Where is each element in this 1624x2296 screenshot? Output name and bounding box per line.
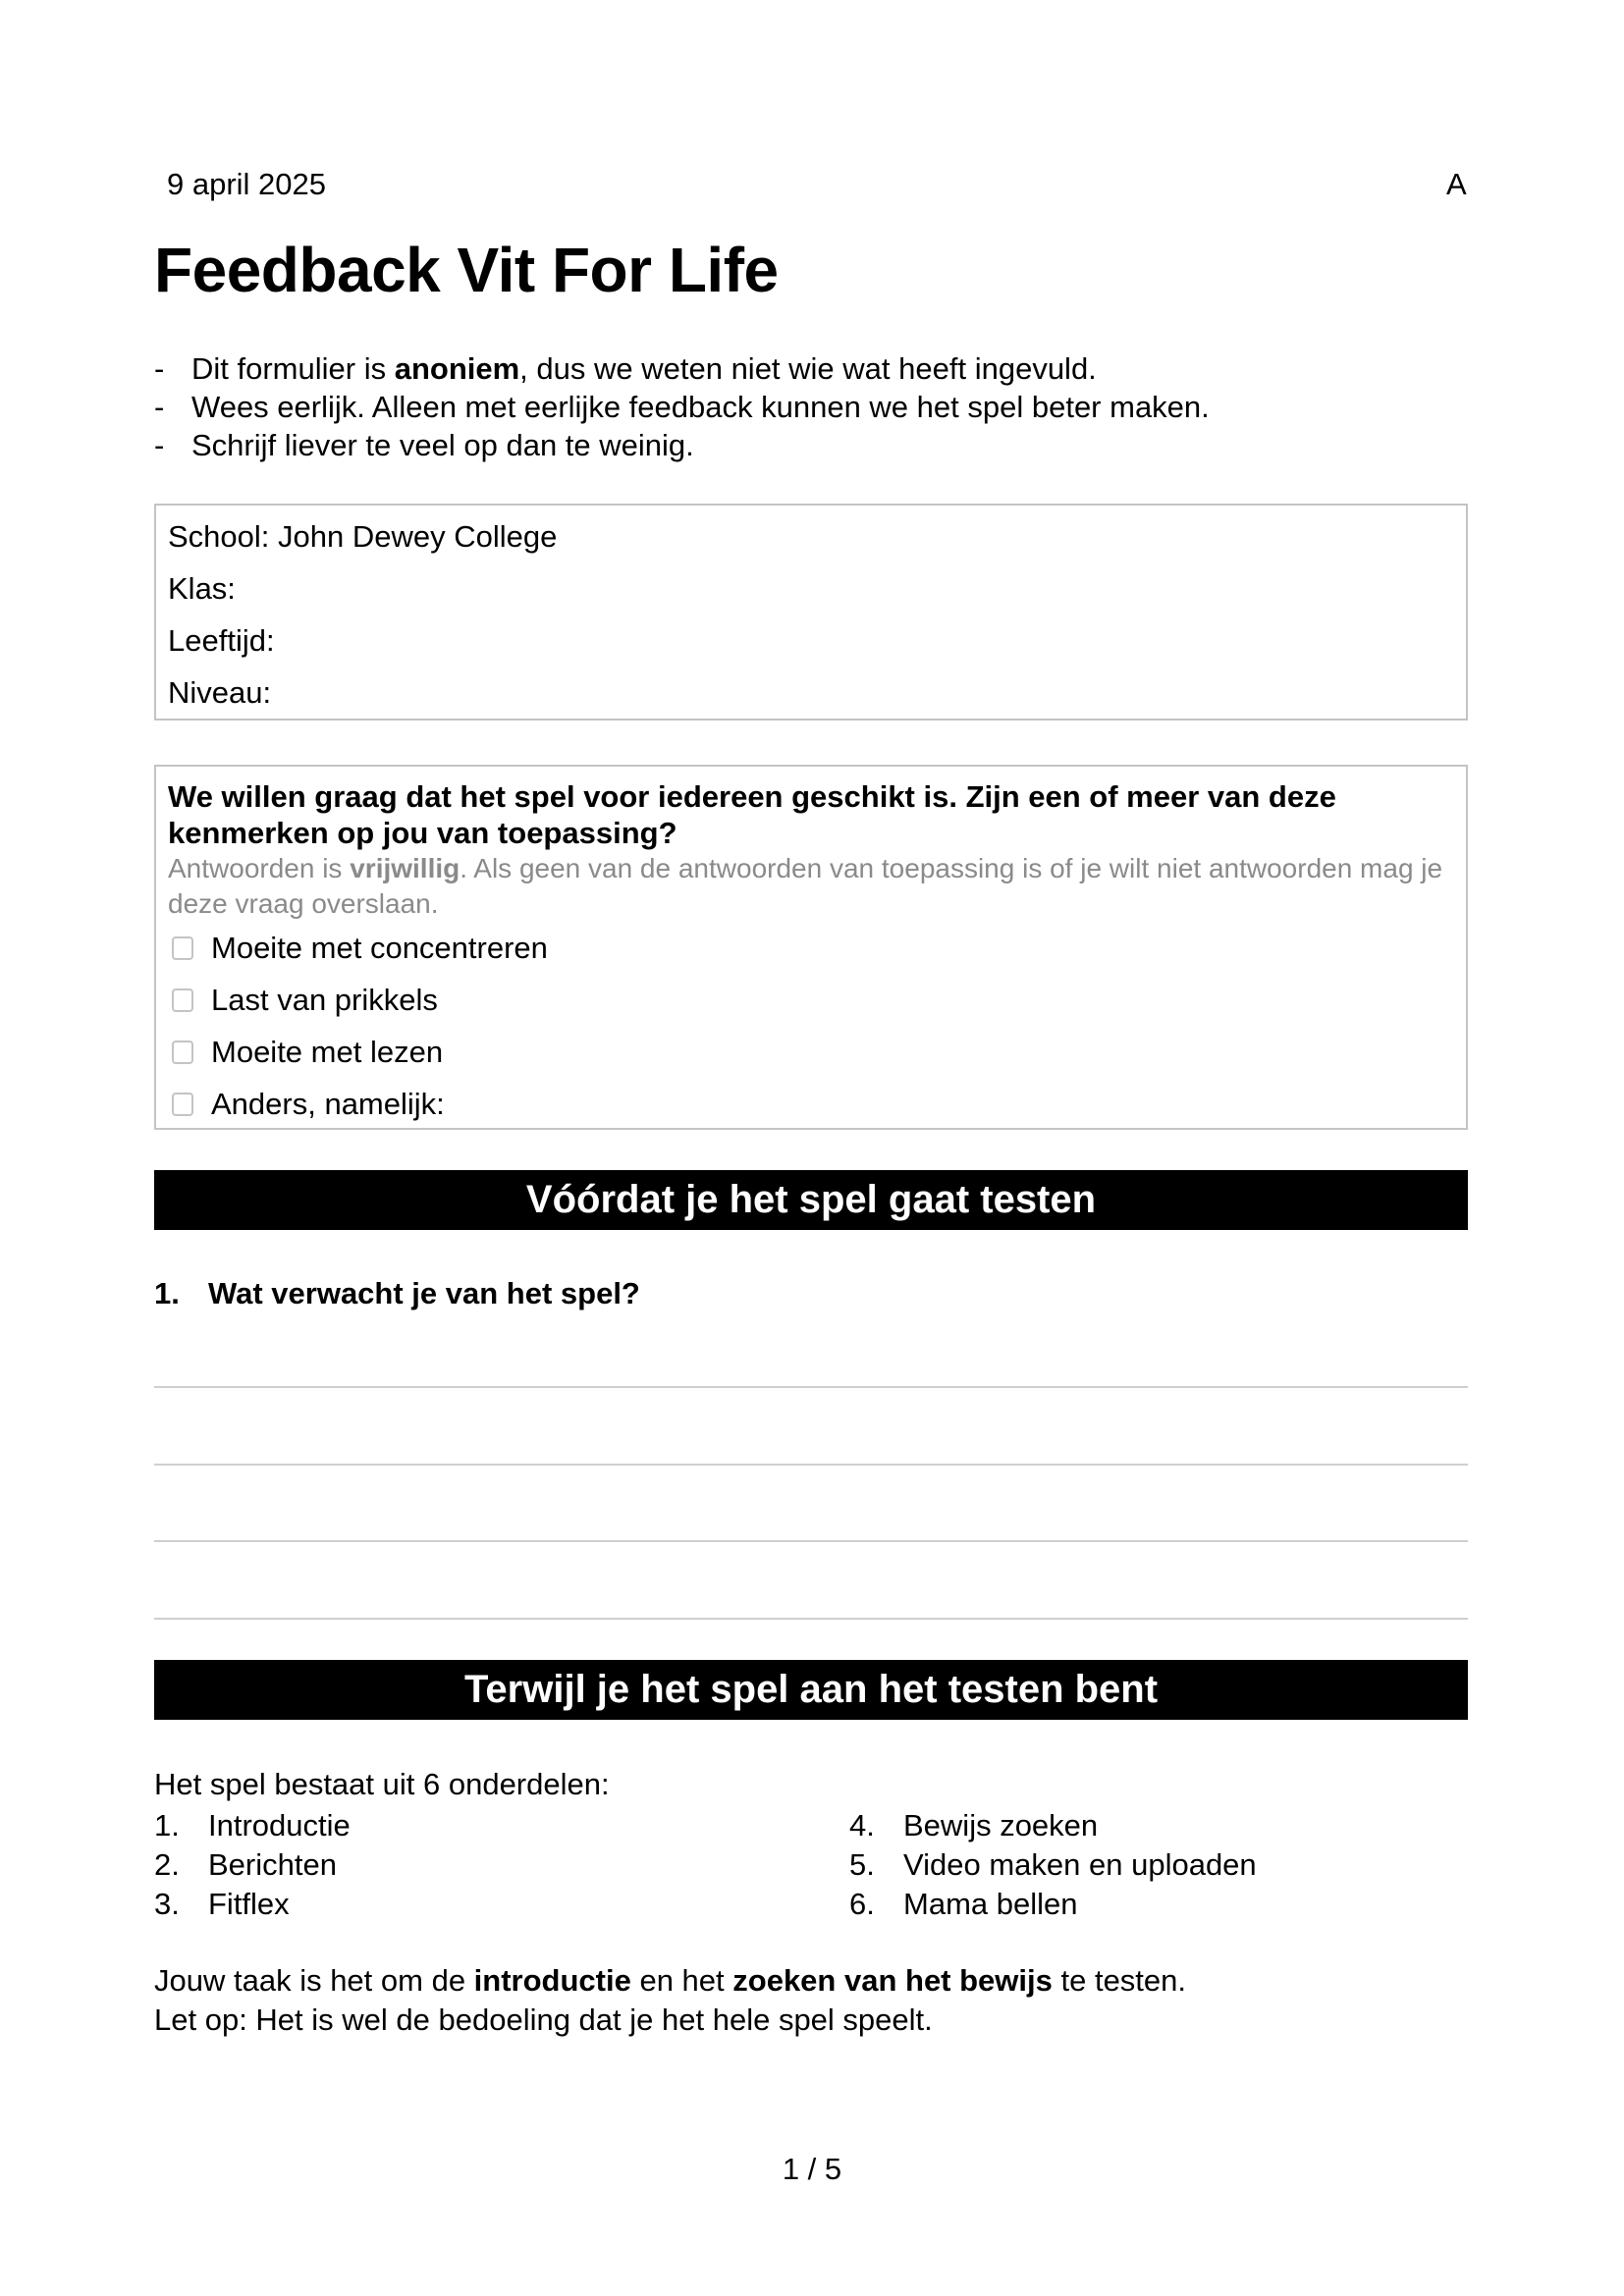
trait-option[interactable] [168,1078,1454,1130]
intro-item [154,426,1210,464]
part-item: 1. Introductie [154,1808,351,1842]
checkbox[interactable] [172,988,193,1012]
traits-box [154,765,1468,1130]
trait-option-label: Last van prikkels [211,982,438,1017]
task-note: Let op: Het is wel de bedoeling dat je het hele spel speelt. [154,2002,933,2037]
question-1 [154,1276,640,1311]
parts-list-right [849,1806,1257,1924]
checkbox[interactable] [172,936,193,960]
intro-item [154,388,1210,426]
checkbox[interactable] [172,1041,193,1064]
trait-option[interactable] [168,974,1454,1026]
traits-hint: Antwoorden is vrijwillig. Als geen van de antwoorden van toepassing is of je wilt niet antwoorden mag je deze vraag overslaan. [168,853,1443,919]
task-description [154,1961,1186,2040]
parts-intro: Het spel bestaat uit 6 onderdelen: [154,1767,610,1801]
school-field[interactable]: School: John Dewey College [168,519,558,554]
klas-field[interactable]: Klas: [168,571,236,606]
intro-text: Dit formulier is anoniem, dus we weten niet wie wat heeft ingevuld. [191,351,1097,386]
leeftijd-field[interactable]: Leeftijd: [168,623,275,658]
answer-line[interactable] [154,1386,1468,1388]
question-text: Wat verwacht je van het spel? [208,1276,640,1310]
trait-option-label: Anders, namelijk: [211,1086,445,1121]
answer-line[interactable] [154,1540,1468,1542]
checkbox[interactable] [172,1093,193,1116]
intro-text: Wees eerlijk. Alleen met eerlijke feedback kunnen we het spel beter maken. [191,390,1210,424]
part-item: 5. Video maken en uploaden [849,1847,1257,1882]
part-item: 4. Bewijs zoeken [849,1808,1099,1842]
form-variant: A [1446,167,1467,201]
trait-option-label: Moeite met lezen [211,1034,444,1069]
part-item: 6. Mama bellen [849,1887,1078,1921]
trait-option-label: Moeite met concentreren [211,930,548,965]
dash-bullet: - [154,390,165,424]
task-text: Jouw taak is het om de introductie en het zoeken van het bewijs te testen. [154,1963,1187,1998]
intro-item [154,349,1210,388]
page-number: 1 / 5 [782,2152,842,2186]
part-item: 2. Berichten [154,1847,337,1882]
dash-bullet: - [154,428,165,462]
intro-list [154,349,1210,464]
page-title: Feedback Vit For Life [154,235,779,305]
niveau-field[interactable]: Niveau: [168,675,272,710]
intro-text: Schrijf liever te veel op dan te weinig. [191,428,694,462]
section-header-during: Terwijl je het spel aan het testen bent [154,1660,1468,1720]
section-header-before: Vóórdat je het spel gaat testen [154,1170,1468,1230]
trait-option[interactable] [168,922,1454,974]
answer-line[interactable] [154,1618,1468,1620]
respondent-info-box [154,504,1468,721]
dash-bullet: - [154,351,165,386]
traits-question: We willen graag dat het spel voor iedereen geschikt is. Zijn een of meer van deze kenmerken op jou van toepassing? [168,779,1336,850]
answer-line[interactable] [154,1464,1468,1466]
trait-option[interactable] [168,1026,1454,1078]
question-number: 1. [154,1276,180,1310]
part-item: 3. Fitflex [154,1887,290,1921]
parts-list-left [154,1806,351,1924]
date: 9 april 2025 [167,167,327,201]
